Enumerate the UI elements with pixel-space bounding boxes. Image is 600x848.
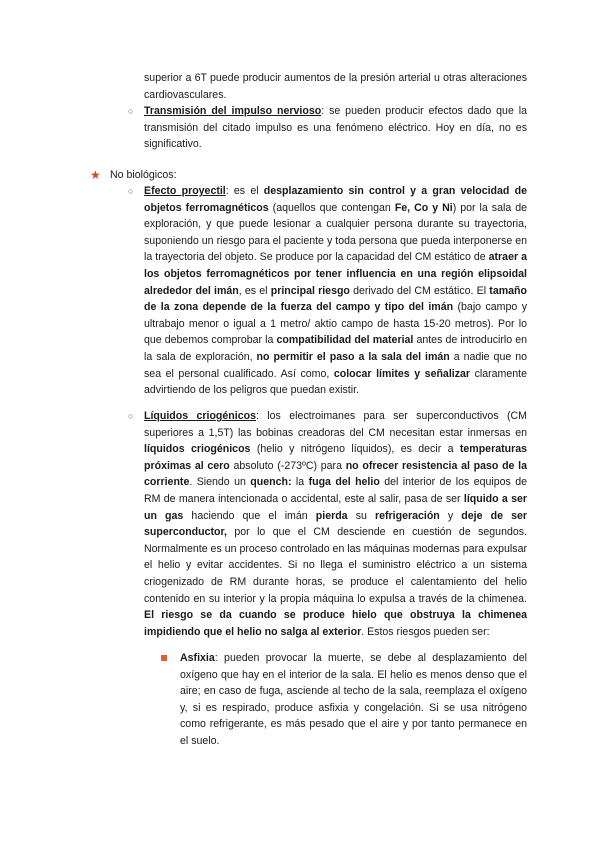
transmision-text: : se pueden producir efectos dado que la transmisión del citado impulso es una fenómeno eléctrico. Hoy en día, no es significativo.: [144, 105, 527, 151]
bold-run: deje de ser superconductor,: [144, 509, 527, 539]
asfixia-paragraph: [180, 650, 527, 750]
item-efecto-proyectil: [144, 183, 527, 399]
text-run: . Siendo un: [189, 476, 251, 489]
text-run: (aquellos que contengan: [268, 201, 395, 214]
text-run: . Estos riesgos pueden ser:: [361, 625, 490, 638]
bold-run: líquido a ser un gas: [144, 492, 527, 522]
bold-run: fuga del helio: [308, 476, 380, 489]
bold-run: principal riesgo: [270, 284, 350, 297]
bold-run: compatibilidad del material: [276, 334, 414, 347]
bold-run: no ofrecer resistencia al paso de la corriente: [144, 459, 527, 489]
text-run: por lo que el CM desciende en cuestión de segundos. Normalmente es un proceso controlado en las máquinas modernas para expulsar el helio y evitar accidentes. Si no llega el suministro eléctrico a un sistema criogenizado de RM durante horas, se produce el calentamiento del helio contenido en su interior y la propia máquina lo expulsa a través de la chimenea.: [144, 526, 527, 605]
bold-run: temperaturas próximas al cero: [144, 443, 527, 472]
text-run: : es el: [225, 185, 264, 197]
text-run: a nadie que no sea el personal cualificado. Así como,: [144, 350, 528, 380]
hollow-circle-icon: ○: [128, 411, 134, 421]
text-run: : los electroimanes para ser superconductivos (CM superiores a 1,5T) las bobinas creadoras del CM necesitan estar inmersas en: [144, 410, 527, 439]
item-liquidos-criogenicos: [144, 408, 527, 640]
text-run: , es el: [238, 284, 271, 297]
efecto-title: Efecto proyectil: [144, 185, 226, 197]
transmision-paragraph: [144, 103, 527, 153]
liquidos-paragraph: [144, 408, 527, 640]
asfixia-title: Asfixia: [180, 652, 215, 664]
paragraph-continuation: [144, 70, 527, 103]
bold-run: refrigeración: [375, 509, 440, 522]
transmision-title: Transmisión del impulso nervioso: [144, 105, 322, 117]
text-run: la: [291, 476, 309, 489]
text-run: su: [347, 509, 375, 522]
continuation-text: superior a 6T puede producir aumentos de la presión arterial u otras alteraciones cardiovasculares.: [144, 72, 527, 101]
bold-run: tamaño de la zona depende de la fuerza del campo y tipo del imán: [144, 284, 527, 314]
liquidos-title: Líquidos criogénicos: [144, 410, 256, 422]
bold-run: quench:: [250, 476, 292, 489]
bold-run: líquidos criogénicos: [144, 443, 251, 456]
text-run: del interior de los equipos de RM de manera intencionada o accidental, este al salir, pasa de ser: [144, 476, 527, 505]
text-run: claramente advirtiendo de los peligros que puedan existir.: [144, 367, 527, 397]
text-run: haciendo que el imán: [183, 509, 316, 522]
asfixia-text: : pueden provocar la muerte, se debe al desplazamiento del oxígeno que hay en el interior de la sala. El helio es menos denso que el aire; en caso de fuga, asciende al techo de la sala, reemplaza el oxígeno y, si es respirado, produce asfixia y congelación. Si se usa nitrógeno como refrigerante, es más pesado que el aire y por tanto permanece en el suelo.: [180, 652, 527, 747]
square-icon: [161, 655, 167, 661]
bold-run: El riesgo se da cuando se produce hielo que obstruya la chimenea impidiendo que el helio no salga al exterior: [144, 609, 527, 638]
text-run: (helio y nitrógeno líquidos), es decir a: [250, 443, 460, 456]
text-run: ) por la sala de exploración, y que puede lesionar a cualquier persona durante su trayectoria, suponiendo un riesgo para el paciente y toda persona que pueda interponerse en la trayectoria del objeto. Se produce por la capacidad del CM estático de: [144, 201, 528, 264]
item-transmision: [144, 103, 527, 153]
text-run: (bajo campo y ultrabajo menor o igual a 1 metro/ aktio campo de hasta 15-20 metros). Por lo que debemos comprobar la: [144, 301, 527, 347]
subitem-asfixia: [180, 650, 527, 750]
section-title: [110, 167, 177, 184]
hollow-circle-icon: ○: [128, 106, 134, 116]
bold-run: atraer a los objetos ferromagnéticos por tener influencia en una región elipsoidal alrededor del imán: [144, 251, 527, 297]
efecto-paragraph: [144, 183, 527, 399]
bold-run: desplazamiento sin control y a gran velocidad de objetos ferromagnéticos: [144, 185, 527, 214]
bold-run: no permitir el paso a la sala del imán: [256, 350, 450, 363]
section-title-text: No biológicos:: [110, 169, 177, 181]
bold-run: colocar límites y señalizar: [333, 367, 471, 380]
bold-run: Fe, Co y Ni: [394, 201, 453, 214]
text-run: derivado del CM estático. El: [349, 284, 490, 297]
star-icon: ★: [90, 168, 101, 182]
hollow-circle-icon: ○: [128, 186, 134, 196]
text-run: y: [439, 509, 462, 522]
text-run: antes de introducirlo en la sala de exploración,: [144, 334, 527, 363]
text-run: absoluto (-273ºC) para: [229, 459, 346, 472]
bold-run: pierda: [315, 509, 348, 522]
